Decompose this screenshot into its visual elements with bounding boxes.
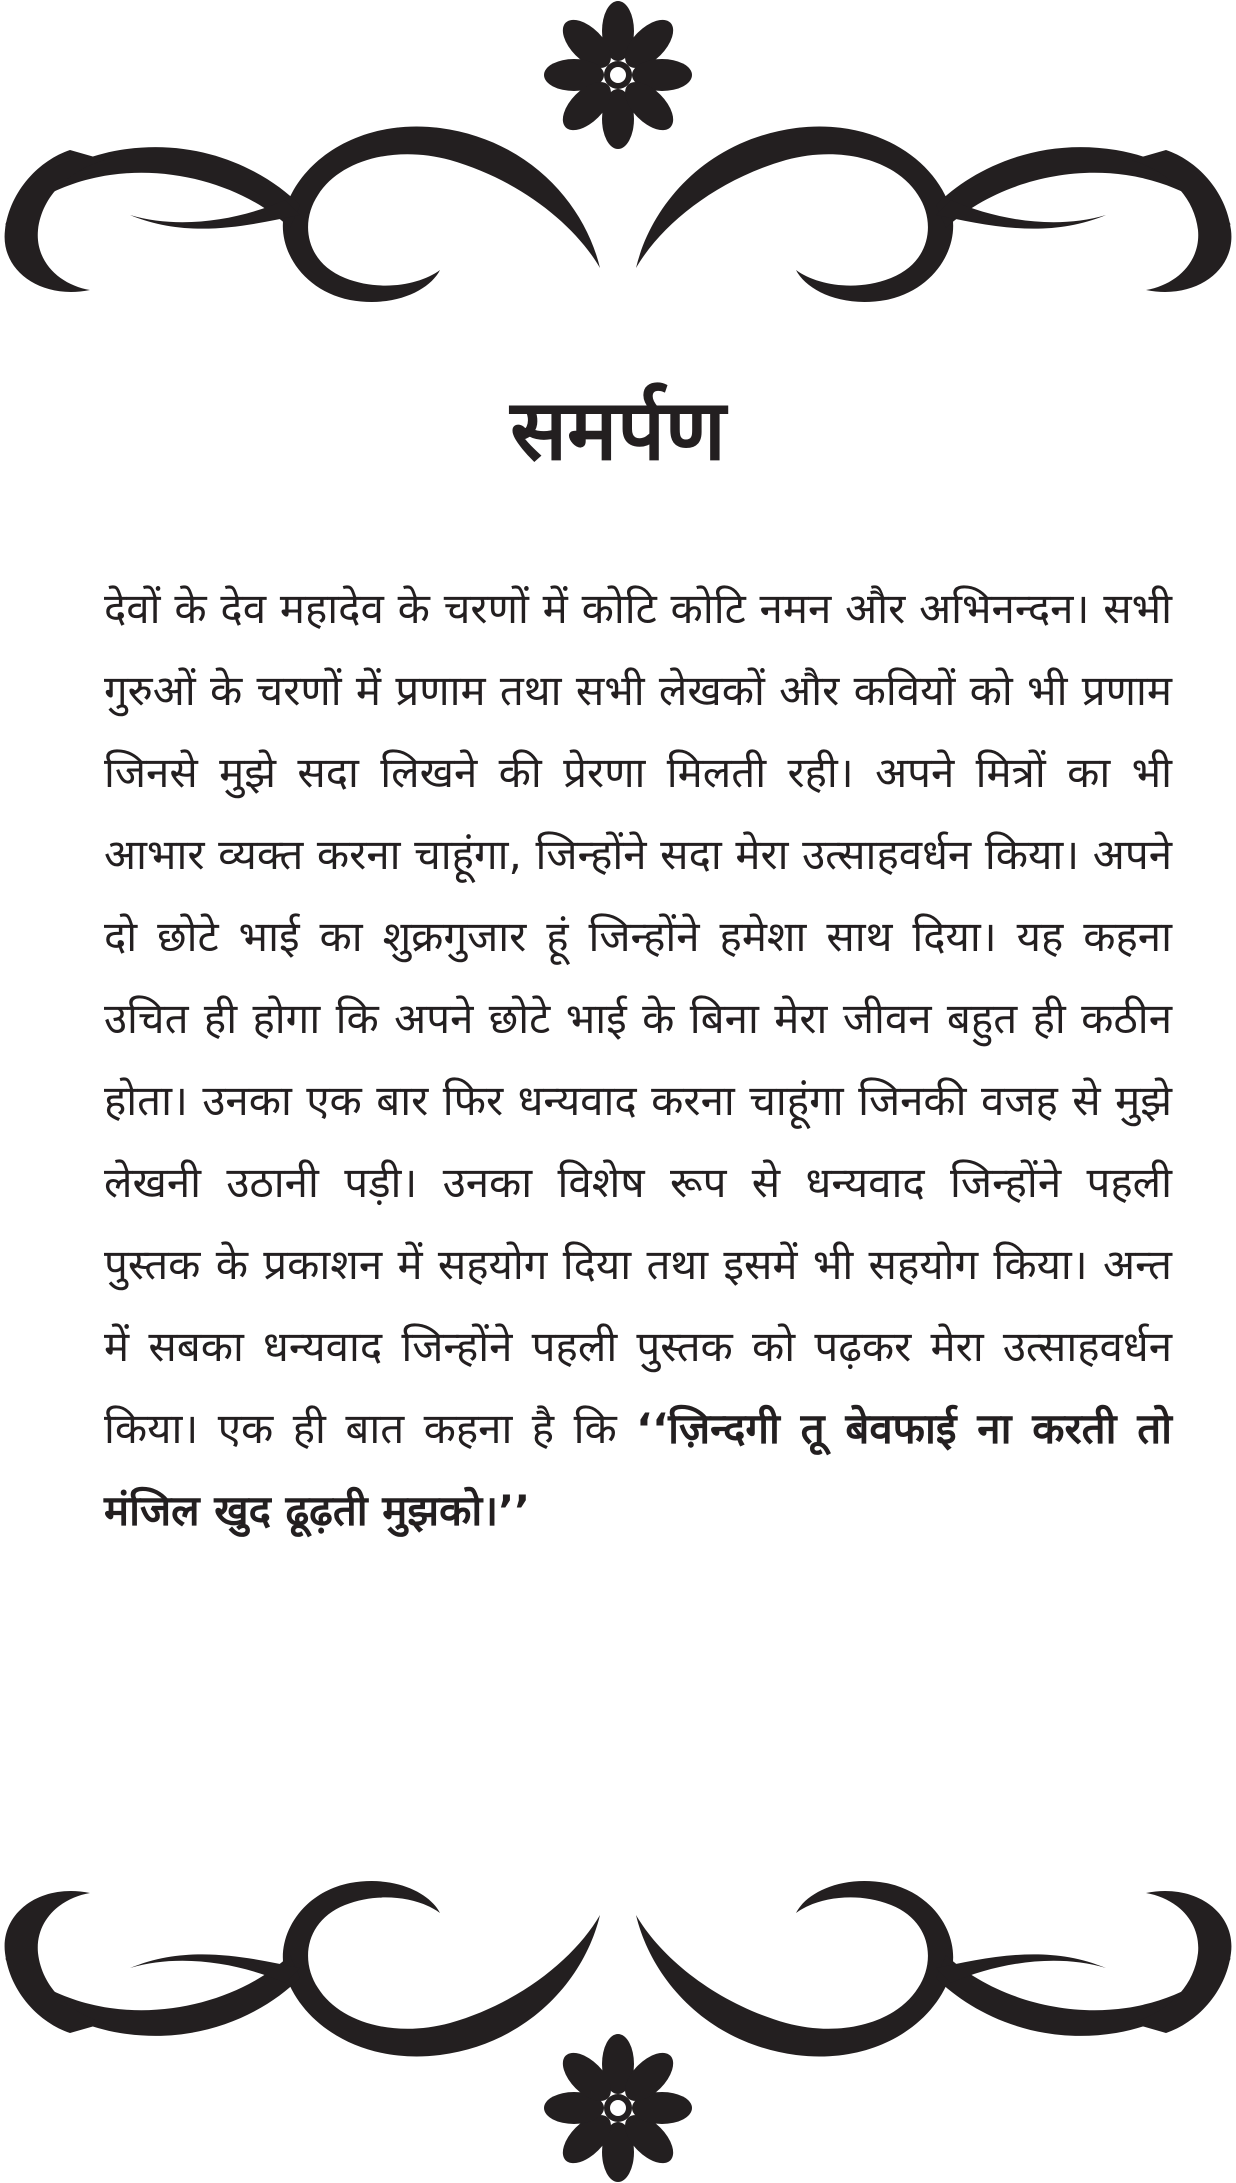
right-scroll [636,1881,953,2056]
top-ornament [0,0,1236,360]
dedication-quote: ‘‘ज़िन्दगी तू बेवफाई ना करती तो मंजिल खुद ढूढ़ती मुझको।’’ [104,1404,1173,1535]
dedication-paragraph [104,568,1172,1552]
right-scroll [636,127,953,302]
dedication-text: देवों के देव महादेव के चरणों में कोटि कोटि नमन और अभिनन्दन। सभी गुरुओं के चरणों में प्रणाम तथा सभी लेखकों और कवियों को भी प्रणाम जिनसे मुझे सदा लिखने की प्रेरणा मिलती रही। अपने मित्रों का भी आभार व्यक्त करना चाहूंगा, जिन्होंने सदा मेरा उत्साहवर्धन किया। अपने दो छोटे भाई का शुक्रगुजार हूं जिन्होंने हमेशा साथ दिया। यह कहना उचित ही होगा कि अपने छोटे भाई के बिना मेरा जीवन बहुत ही कठीन होता। उनका एक बार फिर धन्यवाद करना चाहूंगा जिनकी वजह से मुझे लेखनी उठानी पड़ी। उनका विशेष रूप से धन्यवाद जिन्होंने पहली पुस्तक के प्रकाशन में सहयोग दिया तथा इसमें भी सहयोग किया। अन्त में सबका धन्यवाद जिन्होंने पहली पुस्तक को पढ़कर मेरा उत्साहवर्धन किया। एक ही बात कहना है कि [104,584,1172,1453]
left-scroll [283,127,600,302]
left-scroll [283,1881,600,2056]
page-title: समर्पण [510,381,726,479]
floral-scroll-icon [0,0,1236,360]
floral-scroll-icon [0,1823,1236,2183]
bottom-ornament [0,1823,1236,2183]
